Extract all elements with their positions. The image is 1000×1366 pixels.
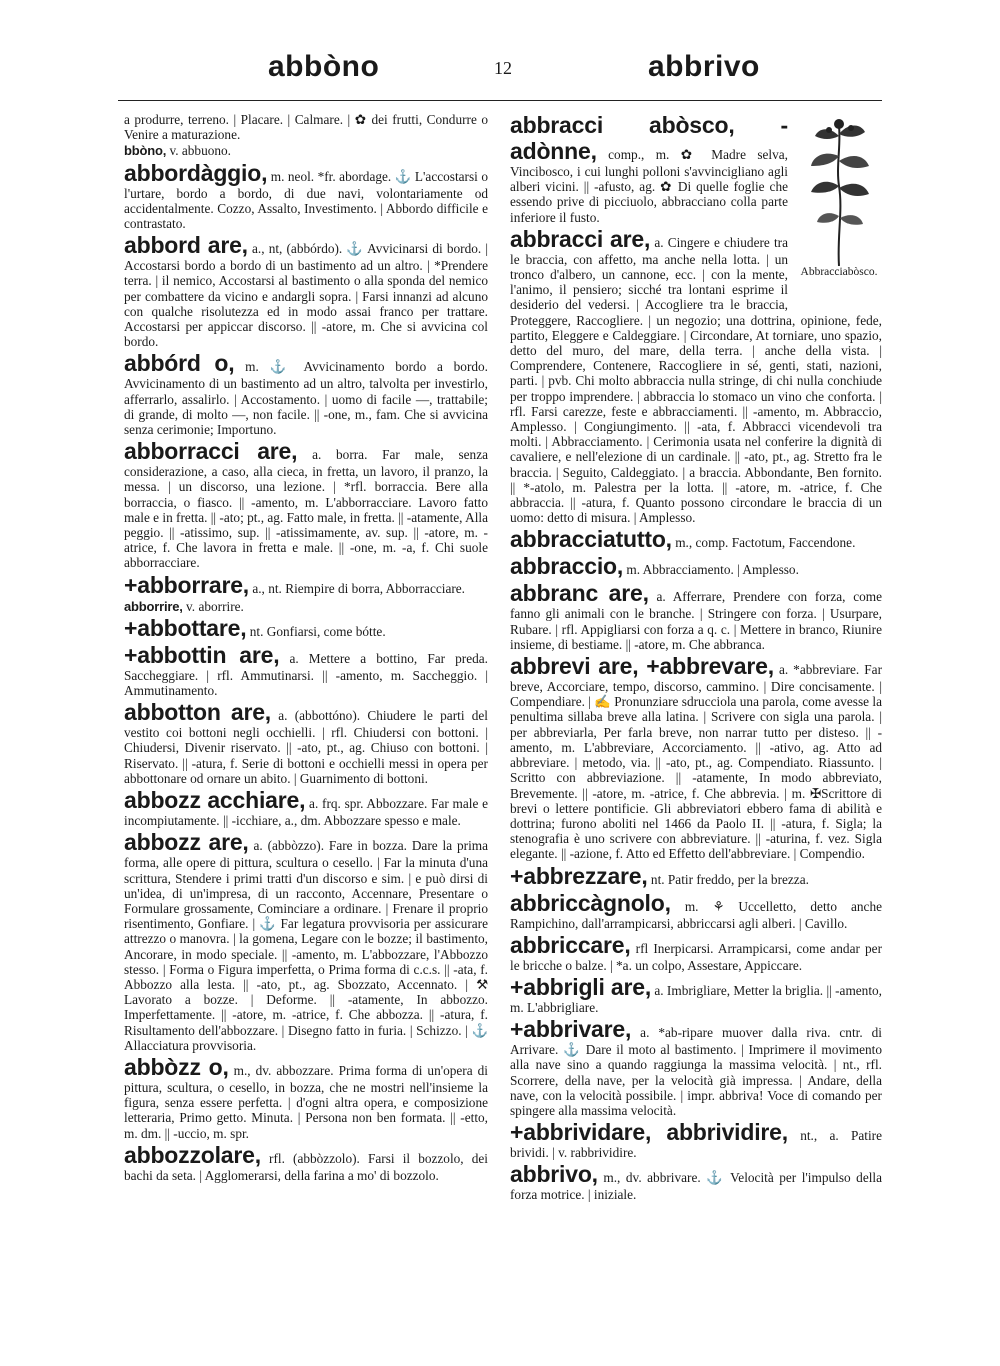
plant-illustration [796, 116, 882, 296]
illustration-caption: Abbracciabòsco. [800, 266, 878, 278]
entry-definition: a. Cingere e chiudere tra le braccia, con affetto, ma anche nella lotta. | un tronco d'albero, un cannone, ecc. | con la mente, l'animo, il pensiero; sicché tra lontani esprime il desiderio del vedersi. | Accogliere tra le braccia, Proteggere, Raccogliere. | un negozio; una dottrina, opinione, fede, partito, Eleggere e Caldeggiare. | Circondare, At torniare, uno spazio, detto del muro, del mare, della terra. | anche della vista. | Comprendere, Contenere, Raccogliere in sé, genti, stati, nazioni, parti. | pvb. Chi molto abbraccia nulla stringe, di chi nulla conchiude per troppo imprendere. | abbraccia lo stomaco un vino che conforta. | rfl. Farsi carezze, feste e abbracciamenti. || -amento, m. Abbraccio, Amplesso. | Congiungimento. || -ata, f. Abbracci vicendevoli tra molti. | Abbracciamento. | Cerimonia usata nel conferire la dignità di cavaliere, e nell'elezione di un cardinale. || -ato, pt., ag. Stretto fra le braccia. | Seguito, Caldeggiato. | a braccia. Abbondante, Ben fornito. || *-atolo, m. Palestra per la lotta. || -atore, m. -atrice, f. Che abbraccia. || -atura, f. Quanto possono circondare le braccia di un uomo: detto di misura. | Amplesso. [510, 234, 882, 526]
dictionary-entry [510, 1016, 882, 1118]
entry-headword: abbozz are, [124, 829, 249, 856]
dictionary-entry [510, 863, 882, 889]
entry-headword: abbórd o, [124, 350, 235, 377]
left-column [124, 112, 488, 1312]
entry-headword: abbord are, [124, 232, 248, 259]
dictionary-entry [124, 160, 488, 232]
left-guide-word: abbòno [268, 50, 380, 83]
dictionary-entry [124, 1054, 488, 1141]
dictionary-entry [124, 787, 488, 828]
entry-definition: comp., m. ✿ Madre selva, Vincibosco, i cui lunghi polloni s'avvincigliano agli alberi vicini. || -afusto, ag. ✿ Di quelle foglie che essendo prive di picciuolo, abbracciano colla parte inferiore il fusto. [510, 147, 788, 225]
entry-headword: abbraccio, [510, 553, 624, 580]
dictionary-entry [510, 1119, 882, 1160]
entry-definition: a., nt. Riempire di borra, Abborracciare. [252, 580, 465, 596]
dictionary-entry [124, 642, 488, 698]
dictionary-entry [510, 1161, 882, 1202]
entry-headword: abbrivo, [510, 1161, 598, 1188]
entry-definition: m., dv. abbozzare. Prima forma di un'opera di pittura, scultura, o cesello, in bozza, che ne mostri nell'insieme la figura, senza essere perfetta. | d'ogni altra opera, e composizione letteraria, Primo getto. Minuta. | Persona non ben formata. || -etto, m. dm. || -uccio, m. spr. [124, 1062, 488, 1141]
entry-definition: nt. Gonfiarsi, come bótte. [249, 623, 386, 639]
dictionary-entry [124, 699, 488, 786]
dictionary-entry [124, 572, 488, 598]
dictionary-entry [124, 143, 488, 158]
entry-headword: abbracciatutto, [510, 526, 672, 553]
entry-definition: a. borra. Far male, senza considerazione, a caso, alla cieca, in fretta, un lavoro, il pranzo, la messa. | un discorso, una lezione. | *rfl. borraccia. Bere alla borraccia, o fiasco. || -amento, m. L'abborracciare. Lavoro fatto male e in fretta. || -ato; pt., ag. Fatto male, in fretta. || -atamente, Alla peggio. || -atissimo, sup. || -atissimamente, av. sup. || -atore, m. -atrice, f. Che lavora in fretta e male. || -one, m. -a, f. Chi suole abborracciare. [124, 447, 488, 571]
entry-headword: +abbottare, [124, 614, 247, 641]
dictionary-entry [124, 112, 488, 142]
entry-definition: v. abbuono. [169, 143, 232, 159]
entry-headword: abbotton are, [124, 699, 271, 726]
page-number: 12 [494, 58, 512, 78]
entry-definition: m. neol. *fr. abordage. ⚓ L'accostarsi o l'urtare, bordo a bordo, di due navi, volontariamente od accidentalmente. Cozzo, Assalto, Investimento. | Abbordo difficile e contrastato. [124, 168, 488, 232]
entry-definition: a. (abbottóno). Chiudere le parti del vestito coi bottoni negli occhielli. | rfl. Chiudersi con bottoni. | Chiudersi, Divenir riservato. || -ato, pt., ag. Chiuso con bottoni. | Riservato. || -atura, f. Serie di bottoni e occhielli messi in opera per abbottonare od ornare un abito. | Guarnimento di bottoni. [124, 708, 488, 786]
entry-headword: abbordàggio, [124, 159, 268, 186]
entry-headword: +abbrezzare, [510, 862, 648, 889]
dictionary-entry [124, 1142, 488, 1183]
entry-definition: a produrre, terreno. | Placare. | Calmare. | ✿ dei frutti, Condurre o Venire a maturazione. [124, 112, 488, 143]
dictionary-entry [124, 350, 488, 437]
entry-definition: m. ⚘ Uccelletto, detto anche Rampichino, dall'arrampicarsi, abbriccarsi agli alberi. | Cavillo. [510, 898, 882, 931]
entry-headword: +abbrigli are, [510, 973, 652, 1000]
entry-definition: rfl Inerpicarsi. Arrampicarsi, come andar per le bricche o balze. | *a. un colpo, Assestare, Appiccare. [510, 940, 882, 973]
entry-headword: +abbrividare, abbrividire, [510, 1119, 788, 1146]
right-column [510, 112, 882, 1312]
entry-definition: nt. Patir freddo, per la brezza. [650, 871, 809, 887]
dictionary-entry [510, 932, 882, 973]
entry-headword: abbozz acchiare, [124, 787, 306, 814]
dictionary-entry [124, 438, 488, 570]
dictionary-entry [510, 553, 882, 579]
dictionary-entry [510, 580, 882, 652]
entry-definition: rfl. (abbòzzolo). Farsi il bozzolo, dei bachi da seta. | Agglomerarsi, della farina a mo' di bozzolo. [124, 1150, 488, 1183]
entry-definition: a., nt, (abbórdo). ⚓ Avvicinarsi di bordo. | Accostarsi bordo a bordo di un bastimento ad un altro. | *Prendere terra. | il nemico, Accostarsi al bastimento o alla sponda del nemico per combattere da vicino e andargli sopra. | Farsi innanzi ad alcuno con qualche risolutezza ed in modo assai franco per trattare. Accostarsi per appiccar discorso. || -atore, m. Che si avvicina col bordo. [124, 241, 488, 350]
entry-headword: abborrire, [124, 598, 183, 614]
dictionary-entry [124, 599, 488, 614]
entry-headword: bbòno, [124, 143, 167, 159]
entry-definition: a. frq. spr. Abbozzare. Far male e incompiutamente. || -icchiare, a., dm. Abbozzare spesso e male. [124, 796, 488, 829]
entry-headword: +abbrivare, [510, 1016, 632, 1043]
page-header [118, 48, 882, 101]
entry-definition: a. *abbreviare. Far breve, Accorciare, tempo, discorso, cammino. | Dire concisamente. | Compendiare. | ✍ Pronunziare sdrucciola una parola, come avesse la penultima sillaba breve alla latina. | Scrivere con sigla una parola. | per abbreviarla, Per farla breve, non narrar tutto per disteso. || -amento, m. L'abbreviare, Accorciamento. || -ativo, ag. Atto ad abbreviare. | metodo, via. || -ato, pt., ag. Compendiato. Riassunto. | Scritto con abbreviazione. || -atamente, In modo abbreviato, Brevemente. || -atore, m. -atrice, f. Che abbrevia. | m. ✠Scrittore di brevi o lettere pontificie. Gli abbreviatori ebbero fama di abilità e dottrina; furono aboliti nel 1466 da Paolo II. || -atura, f. Sigla; la stenografia è uno scrivere con abbreviature. || -aturina, f. vez. Sigla elegante. || -azione, f. Atto ed Effetto dell'abbreviare. | Compendio. [510, 662, 882, 862]
entry-headword: abborracci are, [124, 438, 298, 465]
entry-headword: +abbottin are, [124, 641, 280, 668]
entry-definition: nt., a. Patire brividi. | v. rabbrividire. [510, 1128, 882, 1161]
dictionary-entry [510, 974, 882, 1015]
entry-definition: m., dv. abbrivare. ⚓ Velocità per l'impulso della forza motrice. | iniziale. [510, 1170, 882, 1203]
dictionary-entry [510, 890, 882, 931]
dictionary-entry [124, 232, 488, 349]
entry-definition: a. Afferrare, Prendere con forza, come fanno gli animali con le branche. | Stringere con forza. | Usurpare, Rubare. | rfl. Appigliarsi con forza a q. c. | Mettere in branco, Riunire insieme, di bestiame. || -atore, m. Che abbranca. [510, 589, 882, 652]
entry-definition: a. *ab-ripare muover dalla riva. cntr. di Arrivare. ⚓ Dare il moto al bastimento. | Imprimere il movimento alla nave sino a quando raggiunga la massima velocità. | nt., rfl. Scorrere, della nave, per la velocità già impressa. | Andare, della nave, con la velocità possibile. | impr. abbriva! Voce di comando per spingere alla massima velocità. [510, 1025, 882, 1118]
entry-headword: abbracci abòsco, -adònne, [510, 112, 788, 164]
entry-headword: +abborrare, [124, 571, 249, 598]
entry-headword: abbriccare, [510, 931, 631, 958]
right-guide-word: abbrivo [648, 50, 760, 83]
entry-headword: abbrevi are, +abbrevare, [510, 653, 774, 680]
dictionary-entry [510, 526, 882, 552]
entry-definition: a. (abbòzzo). Fare in bozza. Dare la prima forma, alle opere di pittura, scultura o cesello. | Far la minuta d'una scrittura, Stendere i primi tratti d'un discorso e sim. | e può dirsi di un'idea, di un'impresa, di un racconto, Accennare, Presentare o Formulare grossamente, Cominciare a ordinare. | Frenare il proprio risentimento, Gonfiare. | ⚓ Far legatura provvisoria per assicurare attrezzo o manovra. | la gomena, Legare con le bozze; il bastimento, Ancorare, in modo speciale. || -amento, m. L'abbozzare, l'Abbozzo stesso. | Forma o Figura imperfetta, o Prima forma di c.c.s. || -ata, f. Abbozzo alla lesta. || -ato, pt., ag. Sbozzato, Accennato. | ⚒ Lavorato a bozze. | Deforme. || -atamente, In abbozzo. Imperfettamente. || -atore, m. -atrice, f. Che abbozza. || -atura, f. Risultamento dell'abbozzare. | Disegno fatto in furia. | Schizzo. | ⚓ Allacciatura provvisoria. [124, 838, 488, 1053]
entry-headword: abbozzolare, [124, 1141, 261, 1168]
entry-definition: m. ⚓ Avvicinamento bordo a bordo. Avvicinamento di un bastimento ad un altro, talvolta per investirlo, afferrarlo, assalirlo. | Accostamento. | uomo di facile —, trattabile; di grande, di molto —, non facile. || -one, m., fam. Che si avvicina senza cerimonie; Importuno. [124, 359, 488, 438]
entry-definition: v. aborrire. [186, 598, 244, 614]
entry-headword: abbòzz o, [124, 1053, 229, 1080]
dictionary-entry [124, 829, 488, 1053]
dictionary-entry [124, 615, 488, 641]
entry-headword: abbriccàgnolo, [510, 889, 671, 916]
entry-definition: m. Abbracciamento. | Amplesso. [626, 562, 799, 578]
dictionary-entry [510, 653, 882, 861]
entry-headword: abbranc are, [510, 580, 649, 607]
entry-definition: a. Mettere a bottino, Far preda. Saccheggiare. | rfl. Ammutinarsi. || -amento, m. Saccheggio. | Ammutinamento. [124, 650, 488, 699]
entry-definition: m., comp. Factotum, Faccendone. [675, 535, 856, 551]
entry-headword: abbracci are, [510, 225, 651, 252]
flowering-plant-drawing-icon [799, 116, 879, 266]
entry-definition: a. Imbrigliare, Metter la briglia. || -amento, m. L'abbrigliare. [510, 982, 882, 1015]
